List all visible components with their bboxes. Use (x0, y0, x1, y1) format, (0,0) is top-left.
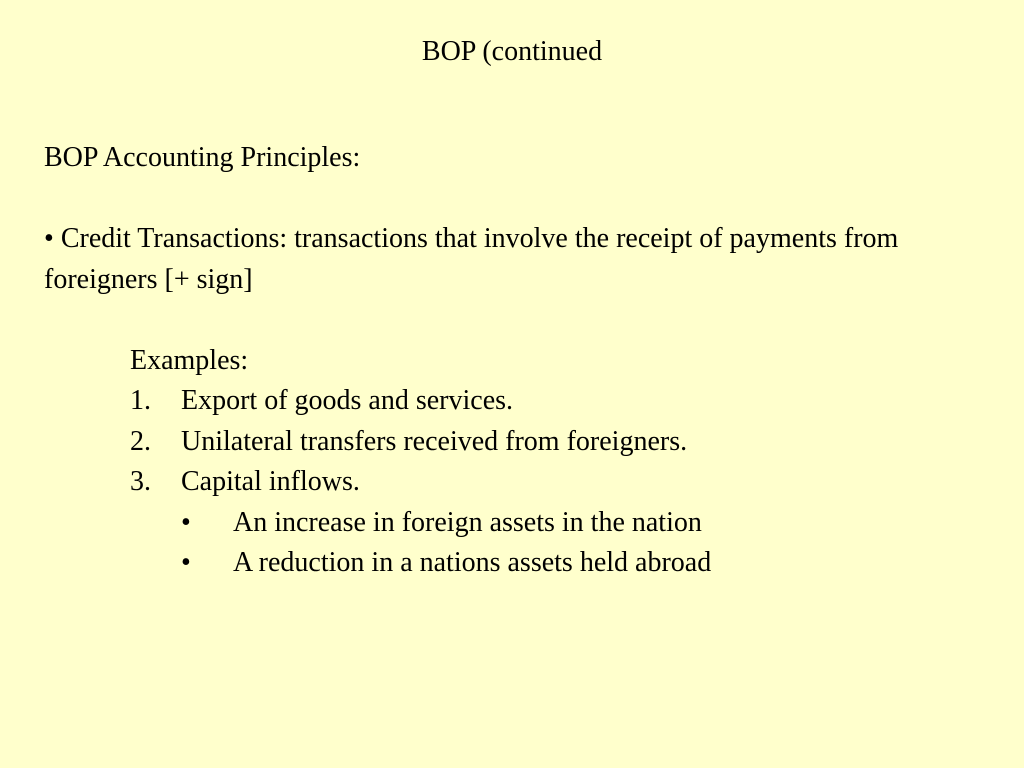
section-heading: BOP Accounting Principles: (44, 142, 361, 173)
bullet-glyph: • (44, 223, 54, 254)
slide-title: BOP (continued (421, 36, 603, 67)
spacer (44, 300, 984, 341)
sub-item (181, 503, 984, 544)
example-number: 1. (130, 385, 151, 416)
example-text: Export of goods and services. (181, 385, 514, 416)
spacer (44, 179, 984, 220)
credit-transactions-text: Credit Transactions: transactions that involve the receipt of payments from foreigners [+ sign] (44, 223, 899, 295)
example-item (130, 462, 984, 503)
example-item (130, 422, 984, 463)
example-item (130, 381, 984, 422)
example-number: 2. (130, 425, 151, 457)
sub-item-text: An increase in foreign assets in the nation (233, 506, 702, 538)
credit-transactions-bullet (44, 219, 984, 300)
examples-block (130, 341, 984, 584)
sub-item-text: A reduction in a nations assets held abroad (233, 547, 712, 578)
sub-bullet-glyph: • (181, 506, 191, 538)
sub-item (181, 543, 984, 584)
example-text: Unilateral transfers received from foreigners. (181, 425, 688, 457)
example-text: Capital inflows. (181, 466, 360, 497)
sub-bullet-glyph: • (181, 547, 191, 578)
examples-label: Examples: (130, 344, 249, 376)
slide-body (44, 138, 984, 584)
example-number: 3. (130, 466, 151, 497)
